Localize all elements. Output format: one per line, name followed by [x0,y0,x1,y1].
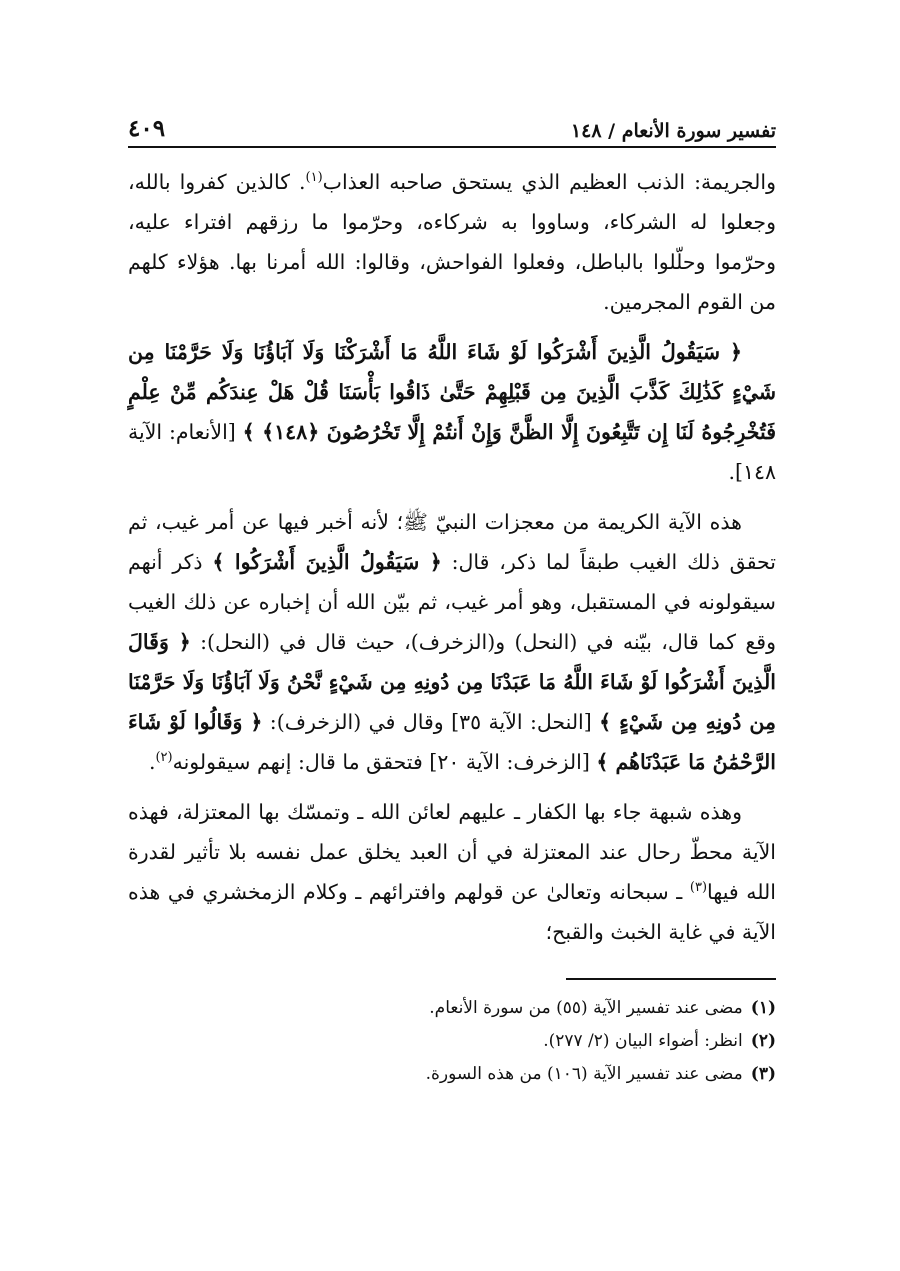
paragraph-3-end: . [148,750,156,774]
paragraph-1-text: والجريمة: الذنب العظيم الذي يستحق صاحبه العذاب [322,170,776,194]
paragraph-1-rest: . كالذين كفروا بالله، وجعلوا له الشركاء، وساووا به شركاءه، وحرّموا ما رزقهم افتراء عليه، وحرّموا وحلّلوا بالباطل، وفعلوا الفواحش، وقالوا: الله أمرنا بها. هؤلاء كلهم من القوم المجرمين. [128,170,776,314]
page [128,98,776,1198]
running-title: تفسير سورة الأنعام / ١٤٨ [570,120,776,142]
footnote-number: (١) [750,998,776,1018]
footnote-text: مضى عند تفسير الآية (١٠٦) من هذه السورة. [425,1064,743,1084]
paragraph-4 [128,792,776,952]
footnote-1 [128,992,776,1025]
paragraph-3 [128,502,776,782]
quran-quote-1: ﴿ سَيَقُولُ الَّذِينَ أَشْرَكُوا ﴾ [212,550,442,574]
paragraph-4-text-b: ـ سبحانه وتعالىٰ عن قولهم وافترائهم ـ وكلام الزمخشري في هذه الآية في غاية الخبث والقبح؛ [128,880,776,944]
paragraph-4-text-a: وهذه شبهة جاء بها الكفار ـ عليهم لعائن الله ـ وتمسّك بها المعتزلة، فهذه الآية محطّ رحال عند المعتزلة في أن العبد يخلق عمل نفسه بلا تأثير لقدرة الله فيها [128,800,776,904]
paragraph-3-text-a: هذه الآية الكريمة من معجزات النبيّ ﷺ؛ لأنه أخبر فيها عن أمر غيب، ثم تحقق ذلك الغيب طبقاً لما ذكر، قال: [128,510,776,574]
footnote-divider [566,978,776,980]
page-header [128,98,776,148]
paragraph-1 [128,162,776,322]
footnote-ref-3: (٣) [689,880,708,896]
footnote-text: مضى عند تفسير الآية (٥٥) من سورة الأنعام. [429,998,743,1018]
body-text [128,162,776,952]
footnote-ref-2: (٢) [155,750,173,766]
verse-reference: [الأنعام: الآية ١٤٨]. [128,420,776,484]
footnote-number: (٢) [750,1031,776,1051]
paragraph-3-text-c: [النحل: الآية ٣٥] وقال في (الزخرف): [262,710,600,734]
quran-verse-148: ﴿ سَيَقُولُ الَّذِينَ أَشْرَكُوا لَوْ شَاءَ اللَّهُ مَا أَشْرَكْنَا وَلَا آبَاؤُنَا وَلَا حَرَّمْنَا مِن شَيْءٍ كَذَٰلِكَ كَذَّبَ الَّذِينَ مِن قَبْلِهِمْ حَتَّىٰ ذَاقُوا بَأْسَنَا قُلْ هَلْ عِندَكُم مِّنْ عِلْمٍ فَتُخْرِجُوهُ لَنَا إِن تَتَّبِعُونَ إِلَّا الظَّنَّ وَإِنْ أَنتُمْ إِلَّا تَخْرُصُونَ ﴿١٤٨﴾ ﴾ [128,340,776,444]
footnote-3 [128,1058,776,1091]
footnote-2 [128,1025,776,1058]
paragraph-3-text-d: [الزخرف: الآية ٢٠] فتحقق ما قال: إنهم سيقولونه [172,750,597,774]
footnote-ref-1: (١) [305,170,323,186]
footnotes [128,992,776,1091]
footnote-number: (٣) [750,1064,776,1084]
quran-quote-zukhruf: ﴿ وَقَالُوا لَوْ شَاءَ الرَّحْمَٰنُ مَا عَبَدْنَاهُم ﴾ [128,710,776,774]
paragraph-3-text-b: ذكر أنهم سيقولونه في المستقبل، وهو أمر غيب، ثم بيّن الله أن إخباره عن ذلك الغيب وقع كما قال، بيّنه في (النحل) و(الزخرف)، حيث قال في (النحل): [128,550,776,654]
paragraph-2 [128,332,776,492]
footnote-text: انظر: أضواء البيان (٢/ ٢٧٧). [543,1031,743,1051]
quran-quote-nahl: ﴿ وَقَالَ الَّذِينَ أَشْرَكُوا لَوْ شَاءَ اللَّهُ مَا عَبَدْنَا مِن دُونِهِ مِن شَيْءٍ نَّحْنُ وَلَا آبَاؤُنَا وَلَا حَرَّمْنَا مِن دُونِهِ مِن شَيْءٍ ﴾ [128,630,776,734]
page-number: ٤٠٩ [128,115,166,142]
